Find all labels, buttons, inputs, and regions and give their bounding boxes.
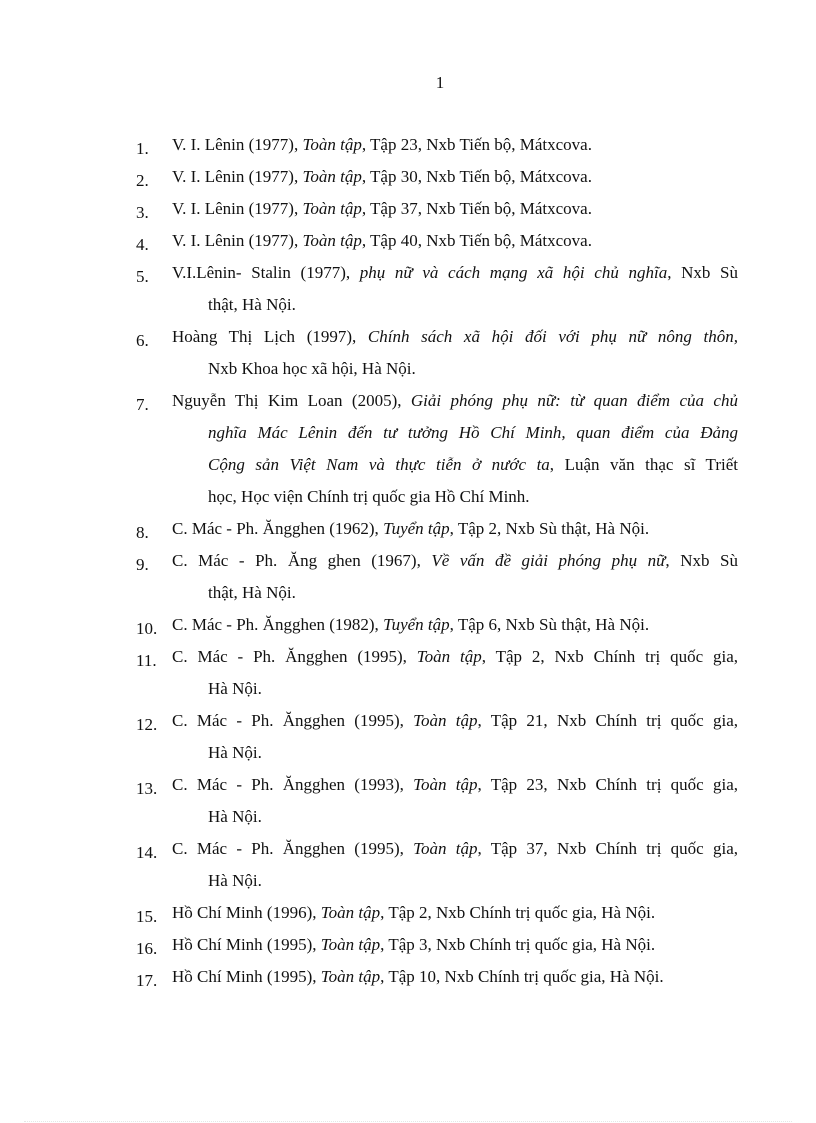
reference-list	[136, 129, 738, 993]
reference-segment: thật, Hà Nội.	[208, 295, 296, 314]
reference-title: Toàn tập	[302, 167, 362, 186]
reference-segment: , Tập 21, Nxb Chính trị quốc gia,	[477, 711, 739, 730]
reference-number: 12.	[136, 715, 158, 734]
reference-line	[172, 129, 738, 161]
reference-segment: Hoàng Thị Lịch (1997),	[172, 327, 368, 346]
reference-line	[172, 801, 738, 833]
reference-item	[136, 769, 738, 833]
reference-line	[172, 417, 738, 449]
reference-segment: , Luận văn thạc sĩ Triết	[549, 455, 738, 474]
reference-segment: , Nxb Sù	[667, 263, 738, 282]
reference-number: 8.	[136, 523, 149, 542]
reference-segment: V. I. Lênin (1977),	[172, 231, 303, 250]
reference-text	[172, 545, 738, 609]
reference-text	[172, 769, 738, 833]
reference-segment: C. Mác - Ph. Ăng ghen (1967),	[172, 551, 432, 570]
reference-text	[172, 225, 738, 257]
reference-title: Toàn tập	[416, 647, 482, 666]
reference-text	[172, 609, 738, 641]
reference-segment: V. I. Lênin (1977),	[172, 199, 303, 218]
reference-text	[172, 193, 738, 225]
reference-segment: C. Mác - Ph. Ăngghen (1982),	[172, 615, 384, 634]
reference-title: Cộng sản Việt Nam và thực tiễn ở nước ta	[208, 455, 550, 474]
reference-segment: , Tập 3, Nxb Chính trị quốc gia, Hà Nội.	[380, 935, 656, 954]
reference-segment: C. Mác - Ph. Ăngghen (1995),	[172, 647, 417, 666]
reference-item	[136, 609, 738, 641]
reference-title: Chính sách xã hội đối với phụ nữ nông thôn,	[367, 327, 738, 346]
reference-title: Về vấn đề giải phóng phụ nữ	[431, 551, 666, 570]
reference-item	[136, 321, 738, 385]
reference-segment: , Tập 37, Nxb Chính trị quốc gia,	[477, 839, 739, 858]
reference-title: Tuyển tập	[383, 615, 450, 634]
reference-number: 11.	[136, 651, 157, 670]
reference-line	[172, 161, 738, 193]
reference-number: 1.	[136, 139, 149, 158]
reference-segment: học, Học viện Chính trị quốc gia Hồ Chí Minh.	[208, 487, 530, 506]
reference-line	[172, 289, 738, 321]
reference-line	[172, 609, 738, 641]
reference-segment: Nguyễn Thị Kim Loan (2005),	[172, 391, 411, 410]
reference-line	[172, 257, 738, 289]
reference-line	[172, 513, 738, 545]
reference-segment: V. I. Lênin (1977),	[172, 135, 303, 154]
reference-segment: , Tập 23, Nxb Chính trị quốc gia,	[477, 775, 739, 794]
reference-item	[136, 161, 738, 193]
reference-segment: , Tập 2, Nxb Chính trị quốc gia, Hà Nội.	[380, 903, 656, 922]
reference-number: 2.	[136, 171, 149, 190]
reference-title: phụ nữ và cách mạng xã hội chủ nghĩa	[359, 263, 668, 282]
reference-segment: , Tập 40, Nxb Tiến bộ, Mátxcova.	[361, 231, 592, 250]
reference-item	[136, 897, 738, 929]
reference-line	[172, 481, 738, 513]
reference-number: 7.	[136, 395, 149, 414]
reference-line	[172, 833, 738, 865]
reference-text	[172, 897, 738, 929]
reference-text	[172, 129, 738, 161]
reference-segment: Nxb Khoa học xã hội, Hà Nội.	[208, 359, 416, 378]
reference-segment: C. Mác - Ph. Ăngghen (1995),	[172, 839, 414, 858]
reference-segment: Hà Nội.	[208, 743, 262, 762]
reference-line	[172, 385, 738, 417]
reference-title: Toàn tập	[413, 775, 478, 794]
reference-segment: , Tập 23, Nxb Tiến bộ, Mátxcova.	[361, 135, 592, 154]
reference-title: Toàn tập	[413, 711, 478, 730]
reference-title: Toàn tập	[320, 903, 381, 922]
reference-segment: , Tập 10, Nxb Chính trị quốc gia, Hà Nội.	[380, 967, 664, 986]
reference-segment: Hà Nội.	[208, 679, 262, 698]
reference-text	[172, 641, 738, 705]
reference-number: 14.	[136, 843, 158, 862]
reference-number: 17.	[136, 971, 158, 990]
reference-segment: thật, Hà Nội.	[208, 583, 296, 602]
reference-item	[136, 833, 738, 897]
reference-segment: C. Mác - Ph. Ăngghen (1962),	[172, 519, 384, 538]
reference-title: Toàn tập	[413, 839, 478, 858]
reference-item	[136, 641, 738, 705]
reference-title: Toàn tập	[320, 935, 381, 954]
reference-segment: V. I. Lênin (1977),	[172, 167, 303, 186]
reference-text	[172, 705, 738, 769]
reference-text	[172, 513, 738, 545]
reference-item	[136, 513, 738, 545]
reference-segment: , Tập 2, Nxb Chính trị quốc gia,	[481, 647, 739, 666]
reference-number: 6.	[136, 331, 149, 350]
reference-line	[172, 897, 738, 929]
reference-item	[136, 193, 738, 225]
reference-text	[172, 385, 738, 513]
reference-number: 3.	[136, 203, 149, 222]
reference-item	[136, 929, 738, 961]
page-bottom-border	[24, 1121, 792, 1122]
reference-text	[172, 929, 738, 961]
reference-text	[172, 257, 738, 321]
reference-segment: Hà Nội.	[208, 871, 262, 890]
reference-line	[172, 193, 738, 225]
reference-segment: C. Mác - Ph. Ăngghen (1995),	[172, 711, 414, 730]
reference-line	[172, 321, 738, 353]
reference-line	[172, 673, 738, 705]
reference-item	[136, 961, 738, 993]
reference-number: 16.	[136, 939, 158, 958]
reference-line	[172, 737, 738, 769]
reference-segment: , Tập 37, Nxb Tiến bộ, Mátxcova.	[361, 199, 592, 218]
reference-line	[172, 449, 738, 481]
reference-text	[172, 321, 738, 385]
reference-line	[172, 929, 738, 961]
reference-line	[172, 961, 738, 993]
reference-title: Toàn tập	[302, 231, 362, 250]
reference-segment: Hà Nội.	[208, 807, 262, 826]
reference-item	[136, 385, 738, 513]
reference-number: 4.	[136, 235, 149, 254]
reference-line	[172, 769, 738, 801]
reference-line	[172, 865, 738, 897]
reference-title: Tuyển tập	[383, 519, 450, 538]
page-number: 1	[435, 73, 445, 92]
reference-segment: V.I.Lênin- Stalin (1977),	[172, 263, 360, 282]
reference-segment: , Nxb Sù	[665, 551, 738, 570]
reference-number: 15.	[136, 907, 158, 926]
reference-line	[172, 545, 738, 577]
reference-segment: C. Mác - Ph. Ăngghen (1993),	[172, 775, 414, 794]
reference-segment: , Tập 2, Nxb Sù thật, Hà Nội.	[449, 519, 650, 538]
reference-line	[172, 225, 738, 257]
reference-segment: Hồ Chí Minh (1996),	[172, 903, 321, 922]
reference-text	[172, 833, 738, 897]
reference-item	[136, 545, 738, 609]
reference-segment: Hồ Chí Minh (1995),	[172, 935, 321, 954]
reference-item	[136, 257, 738, 321]
reference-line	[172, 353, 738, 385]
reference-item	[136, 129, 738, 161]
reference-title: Toàn tập	[302, 135, 362, 154]
reference-title: Toàn tập	[302, 199, 362, 218]
reference-number: 5.	[136, 267, 149, 286]
reference-text	[172, 161, 738, 193]
reference-item	[136, 225, 738, 257]
reference-segment: , Tập 30, Nxb Tiến bộ, Mátxcova.	[361, 167, 592, 186]
reference-line	[172, 641, 738, 673]
reference-line	[172, 577, 738, 609]
reference-segment: Hồ Chí Minh (1995),	[172, 967, 321, 986]
reference-title: Giải phóng phụ nữ: từ quan điểm của chủ	[410, 391, 738, 410]
reference-title: nghĩa Mác Lênin đến tư tưởng Hồ Chí Minh, quan điểm của Đảng	[208, 423, 738, 442]
reference-item	[136, 705, 738, 769]
reference-number: 10.	[136, 619, 158, 638]
reference-line	[172, 705, 738, 737]
reference-number: 9.	[136, 555, 149, 574]
reference-number: 13.	[136, 779, 158, 798]
reference-text	[172, 961, 738, 993]
reference-title: Toàn tập	[320, 967, 381, 986]
reference-segment: , Tập 6, Nxb Sù thật, Hà Nội.	[449, 615, 650, 634]
